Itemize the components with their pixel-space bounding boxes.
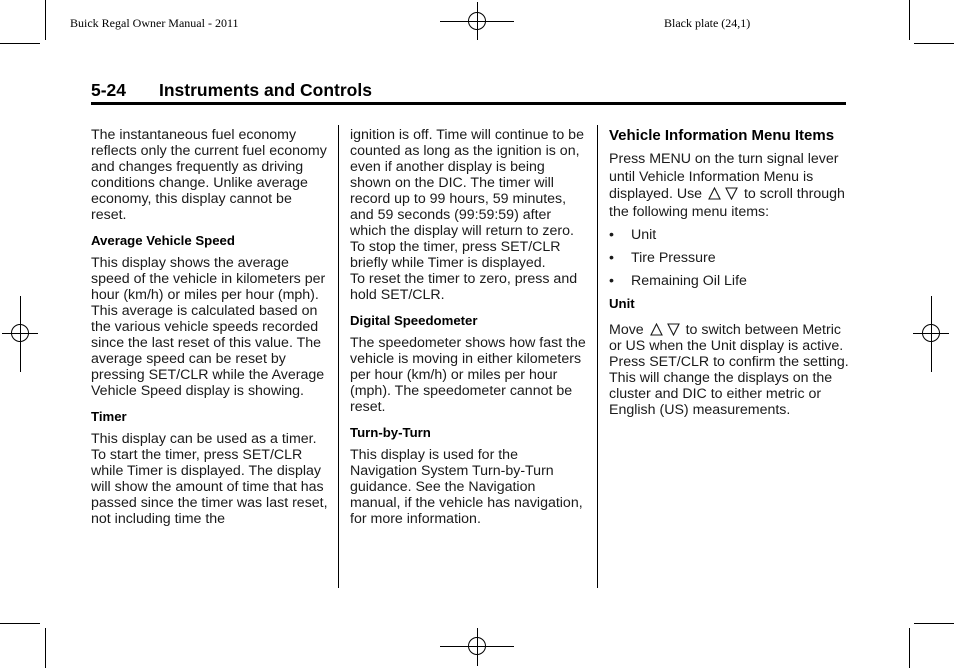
registration-mark-bottom	[440, 624, 514, 668]
list-item	[609, 273, 849, 289]
paragraph-unit	[609, 322, 849, 418]
paragraph-digital-speedometer: The speedometer shows how fast the vehicle is moving in either kilometers per hour (km/h) or miles per hour (mph). The speedometer cannot be reset.	[350, 335, 586, 415]
paragraph-timer-continued: ignition is off. Time will continue to be counted as long as the ignition is on, even if another display is being shown on the DIC. The timer will record up to 99 hours, 59 minutes, and 59 seconds (99:59:59) after which the display will return to zero. To stop the timer, press SET/CLR briefly while Timer is displayed.	[350, 127, 584, 271]
crop-mark	[914, 43, 954, 44]
registration-mark-left	[0, 296, 40, 372]
list-item	[609, 227, 849, 243]
bullet: •	[609, 273, 614, 289]
running-head	[91, 80, 846, 102]
paragraph-text: to switch between Metric or US when the Unit display is active. Press SET/CLR to confirm the setting. This will change the displays on the cluster and DIC to either metric or English (US) measurements.	[609, 322, 849, 418]
up-arrow-triangle-icon	[650, 323, 663, 336]
down-arrow-triangle-icon	[725, 187, 738, 200]
down-arrow-triangle-icon	[667, 323, 680, 336]
list-item-label: Tire Pressure	[631, 250, 716, 266]
heading-turn-by-turn: Turn-by-Turn	[350, 425, 431, 440]
column-3	[609, 127, 849, 418]
heading-average-vehicle-speed: Average Vehicle Speed	[91, 233, 235, 248]
page-number: 5-24	[91, 80, 127, 100]
paragraph-text: to scroll through the following menu items:	[609, 186, 845, 220]
registration-mark-right	[912, 296, 952, 372]
paragraph-timer-reset: To reset the timer to zero, press and hold SET/CLR.	[350, 271, 578, 303]
heading-timer: Timer	[91, 409, 127, 424]
column-1	[91, 127, 331, 527]
heading-digital-speedometer: Digital Speedometer	[350, 313, 478, 328]
list-item-label: Remaining Oil Life	[631, 273, 747, 289]
up-arrow-triangle-icon	[708, 187, 721, 200]
section-title: Instruments and Controls	[159, 80, 372, 100]
header-rule	[91, 102, 846, 105]
bullet: •	[609, 227, 614, 243]
paragraph-vehicle-information-menu	[609, 151, 849, 221]
menu-items-list	[609, 227, 849, 289]
paragraph-turn-by-turn: This display is used for the Navigation System Turn-by-Turn guidance. See the Navigation manual, if the vehicle has navigation, for more information.	[350, 447, 583, 527]
list-item	[609, 250, 849, 266]
crop-mark	[0, 623, 40, 624]
crop-mark	[45, 0, 46, 40]
column-divider	[597, 125, 598, 588]
crop-mark	[0, 43, 40, 44]
crop-mark	[909, 628, 910, 668]
crop-mark	[914, 623, 954, 624]
paragraph-timer: This display can be used as a timer. To start the timer, press SET/CLR while Timer is displayed. The display will show the amount of time that has passed since the timer was last reset, not including time the	[91, 431, 328, 527]
print-header-left: Buick Regal Owner Manual - 2011	[70, 16, 239, 30]
crop-mark	[909, 0, 910, 40]
crop-mark	[45, 628, 46, 668]
paragraph-average-vehicle-speed: This display shows the average speed of the vehicle in kilometers per hour (km/h) or miles per hour (mph). This average is calculated based on the various vehicle speeds recorded since the last reset of this value. The average speed can be reset by pressing SET/CLR while the Average Vehicle Speed display is showing.	[91, 255, 326, 399]
heading-vehicle-information-menu-items: Vehicle Information Menu Items	[609, 127, 835, 144]
paragraph-text: Move	[609, 322, 644, 338]
list-item-label: Unit	[631, 227, 657, 243]
column-divider	[338, 125, 339, 588]
column-2	[350, 127, 588, 527]
print-header-right: Black plate (24,1)	[664, 16, 751, 30]
bullet: •	[609, 250, 614, 266]
registration-mark-top	[440, 0, 514, 44]
paragraph-instant-fuel-economy: The instantaneous fuel economy reflects only the current fuel economy and changes frequently as driving conditions change. Unlike average economy, this display cannot be reset.	[91, 127, 327, 223]
paragraph-text: Press MENU on the turn signal lever until Vehicle Information Menu is displayed. Use	[609, 151, 839, 202]
heading-unit: Unit	[609, 296, 635, 311]
